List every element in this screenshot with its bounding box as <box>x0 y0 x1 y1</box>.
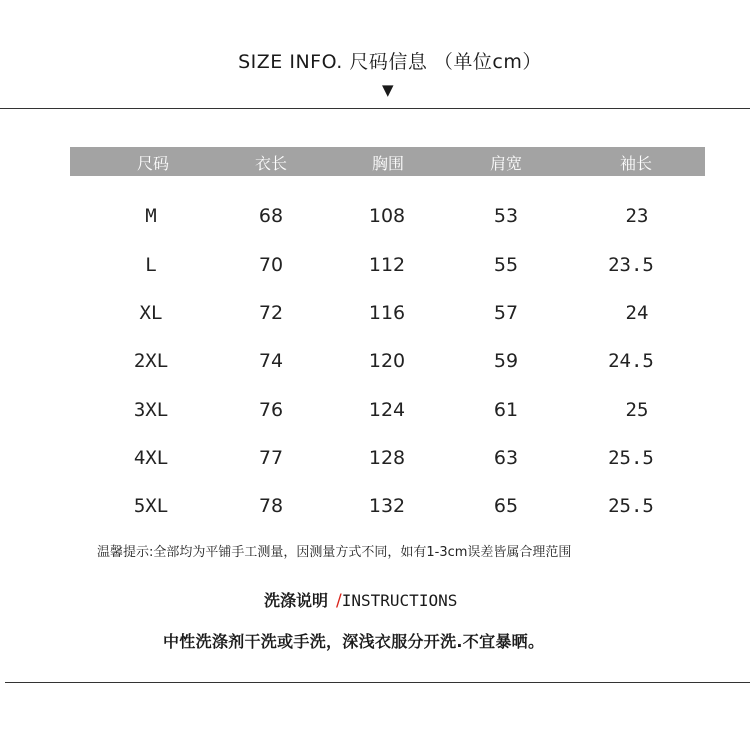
table-row <box>70 350 705 380</box>
header-size: 尺码 <box>136 154 170 173</box>
cell-sleeve: 25.5 <box>608 495 654 517</box>
header-sleeve: 袖长 <box>619 154 653 173</box>
cell-chest: 112 <box>368 254 406 276</box>
cell-sleeve: 23 <box>625 205 649 227</box>
cell-chest: 132 <box>368 495 406 517</box>
cell-sleeve: 25.5 <box>608 447 654 469</box>
cell-length: 68 <box>258 205 284 227</box>
table-row <box>70 495 705 525</box>
cell-length: 77 <box>258 447 284 469</box>
cell-size: 2XL <box>133 350 169 372</box>
header-shoulder: 肩宽 <box>489 154 523 173</box>
cell-length: 70 <box>258 254 284 276</box>
cell-sleeve: 24 <box>625 302 649 324</box>
cell-shoulder: 61 <box>493 399 519 421</box>
table-row <box>70 205 705 235</box>
page-title-text: SIZE INFO. 尺码信息 （单位cm） <box>238 51 542 73</box>
cell-shoulder: 55 <box>493 254 519 276</box>
cell-chest: 128 <box>368 447 406 469</box>
cell-sleeve: 25 <box>625 399 649 421</box>
down-triangle-icon: ▼ <box>381 81 395 99</box>
cell-size: L <box>145 254 157 276</box>
wash-title-en: INSTRUCTIONS <box>341 591 458 610</box>
cell-shoulder: 59 <box>493 350 519 372</box>
header-chest: 胸围 <box>371 154 405 173</box>
cell-length: 74 <box>258 350 284 372</box>
table-row <box>70 254 705 284</box>
table-row <box>70 302 705 332</box>
cell-shoulder: 65 <box>493 495 519 517</box>
cell-length: 78 <box>258 495 284 517</box>
cell-size: 4XL <box>133 447 169 469</box>
wash-instructions-body: 中性洗涤剂干洗或手洗，深浅衣服分开洗.不宜暴晒。 <box>163 632 545 651</box>
cell-chest: 108 <box>368 205 406 227</box>
wash-instructions-title <box>264 588 457 611</box>
cell-size: M <box>145 205 157 227</box>
table-row <box>70 399 705 429</box>
wash-title-cn: 洗涤说明 <box>264 591 329 610</box>
measurement-note: 温馨提示:全部均为平铺手工测量，因测量方式不同，如有1-3cm误差皆属合理范围 <box>97 545 572 560</box>
header-length: 衣长 <box>254 154 288 173</box>
cell-size: XL <box>139 302 163 324</box>
bottom-divider <box>5 682 750 683</box>
cell-shoulder: 53 <box>493 205 519 227</box>
wash-title-slash: / <box>336 591 342 611</box>
size-table-header <box>70 147 705 176</box>
size-table <box>70 147 705 517</box>
cell-chest: 116 <box>368 302 406 324</box>
cell-size: 3XL <box>133 399 169 421</box>
table-row <box>70 447 705 477</box>
cell-sleeve: 23.5 <box>608 254 654 276</box>
top-divider <box>0 108 750 109</box>
cell-shoulder: 63 <box>493 447 519 469</box>
cell-shoulder: 57 <box>493 302 519 324</box>
cell-length: 76 <box>258 399 284 421</box>
cell-size: 5XL <box>133 495 169 517</box>
cell-chest: 120 <box>368 350 406 372</box>
page-title <box>0 47 750 99</box>
cell-chest: 124 <box>368 399 406 421</box>
cell-length: 72 <box>258 302 284 324</box>
cell-sleeve: 24.5 <box>608 350 654 372</box>
